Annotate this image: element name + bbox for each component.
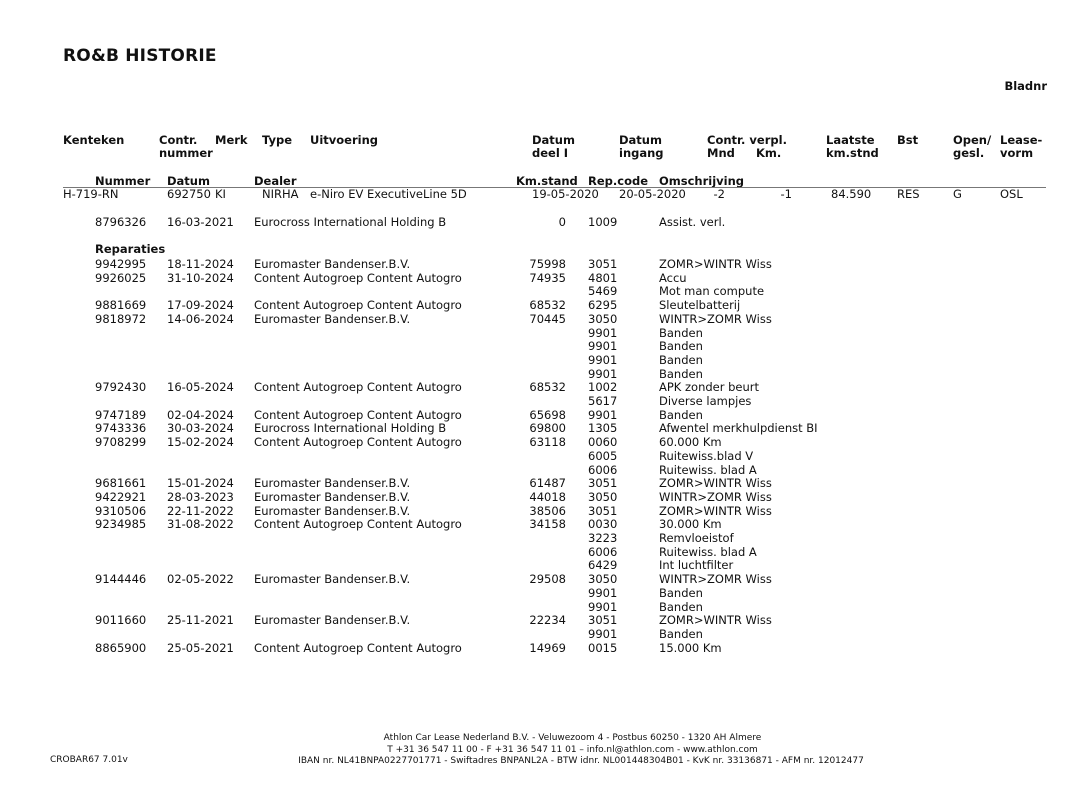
row-omschrijving: Banden <box>659 325 703 340</box>
row-omschrijving: Accu <box>659 270 687 285</box>
row-kmstand: 29508 <box>529 572 566 587</box>
row-dealer: Content Autogroep Content Autogro <box>254 640 462 655</box>
row-omschrijving: Ruitewiss.blad V <box>659 448 754 463</box>
row-omschrijving: Banden <box>659 626 703 641</box>
row-kmstand: 22234 <box>529 613 566 628</box>
row-kmstand: 69800 <box>529 421 566 436</box>
page-title: RO&B HISTORIE <box>63 46 217 66</box>
row-repcode: 0015 <box>588 640 618 655</box>
vehicle-mnd: -2 <box>713 187 725 201</box>
row-repcode: 4801 <box>588 270 618 285</box>
row-repcode: 1002 <box>588 380 618 395</box>
row-repcode: 0030 <box>588 517 618 532</box>
subheader-nummer: Nummer <box>95 174 151 188</box>
row-kmstand: 44018 <box>529 489 566 504</box>
header-deel1: deel I <box>532 146 569 160</box>
row-omschrijving: 15.000 Km <box>659 640 722 655</box>
reparaties-heading: Reparaties <box>95 242 166 256</box>
row-omschrijving: Remvloeistof <box>659 531 734 545</box>
row-omschrijving: Banden <box>659 407 703 422</box>
row-omschrijving: Banden <box>659 366 703 381</box>
vehicle-contract: 692750 <box>167 187 211 201</box>
row-datum: 22-11-2022 <box>167 503 234 518</box>
row-repcode: 3050 <box>588 311 618 326</box>
row-omschrijving: ZOMR>WINTR Wiss <box>659 476 772 491</box>
row-omschrijving: Ruitewiss. blad A <box>659 462 757 477</box>
footer-bank: IBAN nr. NL41BNPA0227701771 - Swiftadres BNPANL2A - BTW idnr. NL001448304B01 - KvK nr. 33136871 - AFM nr. 12012477 <box>298 756 864 766</box>
row-datum: 31-08-2022 <box>167 517 234 532</box>
row-datum: 25-05-2021 <box>167 640 234 655</box>
row-datum: 28-03-2023 <box>167 489 234 504</box>
assist-kmstand: 0 <box>558 215 566 229</box>
row-omschrijving: Ruitewiss. blad A <box>659 544 757 559</box>
row-datum: 15-01-2024 <box>167 476 234 491</box>
vehicle-lease-vorm: OSL <box>1000 187 1023 201</box>
header-ingang: ingang <box>619 146 664 160</box>
row-repcode: 3051 <box>588 476 618 491</box>
row-omschrijving: WINTR>ZOMR Wiss <box>659 489 772 504</box>
header-vorm: vorm <box>1000 146 1034 160</box>
row-dealer: Euromaster Bandenser.B.V. <box>254 572 411 587</box>
row-nummer: 9681661 <box>95 476 147 491</box>
vehicle-uitvoering: e-Niro EV ExecutiveLine 5D <box>310 187 467 201</box>
row-repcode: 9901 <box>588 626 618 641</box>
row-datum: 18-11-2024 <box>167 257 234 271</box>
header-open: Open/ <box>953 133 992 147</box>
vehicle-kenteken: H-719-RN <box>63 187 119 201</box>
assist-omschrijving: Assist. verl. <box>659 215 726 229</box>
row-repcode: 9901 <box>588 366 618 381</box>
header-kenteken: Kenteken <box>63 133 125 147</box>
footer-contact: T +31 36 547 11 00 - F +31 36 547 11 01 – info.nl@athlon.com - www.athlon.com <box>387 745 758 755</box>
row-kmstand: 34158 <box>529 517 566 532</box>
row-nummer: 9792430 <box>95 380 147 395</box>
vehicle-km: -1 <box>780 187 792 201</box>
row-repcode: 6006 <box>588 544 618 559</box>
subheader-datum: Datum <box>167 174 210 188</box>
row-repcode: 9901 <box>588 585 618 600</box>
row-repcode: 3051 <box>588 257 618 271</box>
row-nummer: 9818972 <box>95 311 147 326</box>
vehicle-merk: KI <box>215 187 226 201</box>
row-repcode: 5617 <box>588 394 618 408</box>
assist-datum: 16-03-2021 <box>167 215 234 229</box>
row-nummer: 9743336 <box>95 421 147 436</box>
row-datum: 25-11-2021 <box>167 613 234 628</box>
subheader-omschrijving: Omschrijving <box>659 174 745 188</box>
row-nummer: 9942995 <box>95 257 147 271</box>
row-nummer: 9708299 <box>95 435 147 450</box>
row-datum: 16-05-2024 <box>167 380 234 395</box>
row-repcode: 6429 <box>588 558 618 573</box>
row-dealer: Content Autogroep Content Autogro <box>254 380 462 395</box>
header-datum-ingang: Datum <box>619 133 662 147</box>
row-omschrijving: Sleutelbatterij <box>659 298 741 313</box>
row-repcode: 6295 <box>588 298 618 313</box>
row-omschrijving: Banden <box>659 599 703 614</box>
row-datum: 31-10-2024 <box>167 270 234 285</box>
row-omschrijving: APK zonder beurt <box>659 380 760 395</box>
row-nummer: 9144446 <box>95 572 147 587</box>
header-bst: Bst <box>897 133 919 147</box>
row-dealer: Euromaster Bandenser.B.V. <box>254 489 411 504</box>
row-datum: 02-04-2024 <box>167 407 234 422</box>
row-nummer: 9422921 <box>95 489 147 504</box>
row-omschrijving: ZOMR>WINTR Wiss <box>659 503 772 518</box>
header-datum-deel: Datum <box>532 133 575 147</box>
row-kmstand: 68532 <box>529 380 566 395</box>
row-repcode: 1305 <box>588 421 618 436</box>
row-kmstand: 74935 <box>529 270 566 285</box>
row-kmstand: 65698 <box>529 407 566 422</box>
subheader-kmstand: Km.stand <box>516 174 578 188</box>
header-merk: Merk <box>215 133 248 147</box>
assist-nummer: 8796326 <box>95 215 147 229</box>
row-kmstand: 70445 <box>529 311 566 326</box>
row-dealer: Eurocross International Holding B <box>254 421 447 436</box>
row-omschrijving: Afwentel merkhulpdienst BI <box>659 421 818 436</box>
row-repcode: 6005 <box>588 448 618 463</box>
row-datum: 30-03-2024 <box>167 421 234 436</box>
row-omschrijving: 30.000 Km <box>659 517 722 532</box>
header-type: Type <box>262 133 293 147</box>
header-nummer: nummer <box>159 146 213 160</box>
row-dealer: Content Autogroep Content Autogro <box>254 270 462 285</box>
bladnr-label: Bladnr <box>1004 79 1047 93</box>
row-repcode: 3051 <box>588 613 618 628</box>
vehicle-datum-deel1: 19-05-2020 <box>532 187 599 201</box>
vehicle-datum-ingang: 20-05-2020 <box>619 187 686 201</box>
row-datum: 02-05-2022 <box>167 572 234 587</box>
row-datum: 17-09-2024 <box>167 298 234 313</box>
row-kmstand: 14969 <box>529 640 566 655</box>
row-repcode: 9901 <box>588 352 618 367</box>
header-mnd: Mnd <box>707 146 735 160</box>
header-lease: Lease- <box>1000 133 1043 147</box>
row-kmstand: 61487 <box>529 476 566 491</box>
row-omschrijving: Int luchtfilter <box>659 558 734 573</box>
row-omschrijving: 60.000 Km <box>659 435 722 450</box>
header-km: Km. <box>756 146 782 160</box>
row-repcode: 0060 <box>588 435 618 450</box>
row-nummer: 9747189 <box>95 407 147 422</box>
row-dealer: Content Autogroep Content Autogro <box>254 407 462 422</box>
row-datum: 14-06-2024 <box>167 311 234 326</box>
row-repcode: 9901 <box>588 407 618 422</box>
header-contr: Contr. <box>159 133 198 147</box>
row-repcode: 3050 <box>588 489 618 504</box>
assist-dealer: Eurocross International Holding B <box>254 215 447 229</box>
row-repcode: 9901 <box>588 325 618 340</box>
row-kmstand: 68532 <box>529 298 566 313</box>
row-nummer: 9011660 <box>95 613 147 628</box>
assist-repcode: 1009 <box>588 215 618 229</box>
row-datum: 15-02-2024 <box>167 435 234 450</box>
row-nummer: 9881669 <box>95 298 147 313</box>
row-repcode: 3223 <box>588 531 618 545</box>
row-dealer: Content Autogroep Content Autogro <box>254 298 462 313</box>
vehicle-type: NIRHA <box>262 187 299 201</box>
row-dealer: Content Autogroep Content Autogro <box>254 435 462 450</box>
header-laatste: Laatste <box>826 133 875 147</box>
row-omschrijving: Banden <box>659 339 703 354</box>
row-omschrijving: Diverse lampjes <box>659 394 752 408</box>
row-kmstand: 75998 <box>529 257 566 271</box>
row-kmstand: 63118 <box>529 435 566 450</box>
row-nummer: 9310506 <box>95 503 147 518</box>
row-nummer: 8865900 <box>95 640 147 655</box>
row-repcode: 3051 <box>588 503 618 518</box>
row-omschrijving: WINTR>ZOMR Wiss <box>659 311 772 326</box>
vehicle-open-gesl: G <box>953 187 962 201</box>
row-nummer: 9234985 <box>95 517 147 532</box>
subheader-repcode: Rep.code <box>588 174 649 188</box>
row-repcode: 6006 <box>588 462 618 477</box>
row-repcode: 9901 <box>588 339 618 354</box>
row-dealer: Euromaster Bandenser.B.V. <box>254 476 411 491</box>
header-gesl: gesl. <box>953 146 985 160</box>
header-contr-verpl: Contr. verpl. <box>707 133 787 147</box>
vehicle-bst: RES <box>897 187 920 201</box>
row-omschrijving: WINTR>ZOMR Wiss <box>659 572 772 587</box>
row-omschrijving: ZOMR>WINTR Wiss <box>659 613 772 628</box>
row-kmstand: 38506 <box>529 503 566 518</box>
row-omschrijving: ZOMR>WINTR Wiss <box>659 257 772 271</box>
row-dealer: Euromaster Bandenser.B.V. <box>254 503 411 518</box>
row-dealer: Euromaster Bandenser.B.V. <box>254 257 411 271</box>
row-repcode: 5469 <box>588 284 618 299</box>
header-kmstnd: km.stnd <box>826 146 879 160</box>
subheader-dealer: Dealer <box>254 174 297 188</box>
row-omschrijving: Mot man compute <box>659 284 765 299</box>
vehicle-laatste-km: 84.590 <box>831 187 872 201</box>
row-dealer: Content Autogroep Content Autogro <box>254 517 462 532</box>
footer-address: Athlon Car Lease Nederland B.V. - Veluwezoom 4 - Postbus 60250 - 1320 AH Almere <box>383 733 762 743</box>
row-nummer: 9926025 <box>95 270 147 285</box>
footer-code: CROBAR67 7.01v <box>50 755 128 765</box>
row-omschrijving: Banden <box>659 585 703 600</box>
header-uitvoering: Uitvoering <box>310 133 379 147</box>
row-repcode: 9901 <box>588 599 618 614</box>
row-dealer: Euromaster Bandenser.B.V. <box>254 613 411 628</box>
row-repcode: 3050 <box>588 572 618 587</box>
row-omschrijving: Banden <box>659 352 703 367</box>
row-dealer: Euromaster Bandenser.B.V. <box>254 311 411 326</box>
